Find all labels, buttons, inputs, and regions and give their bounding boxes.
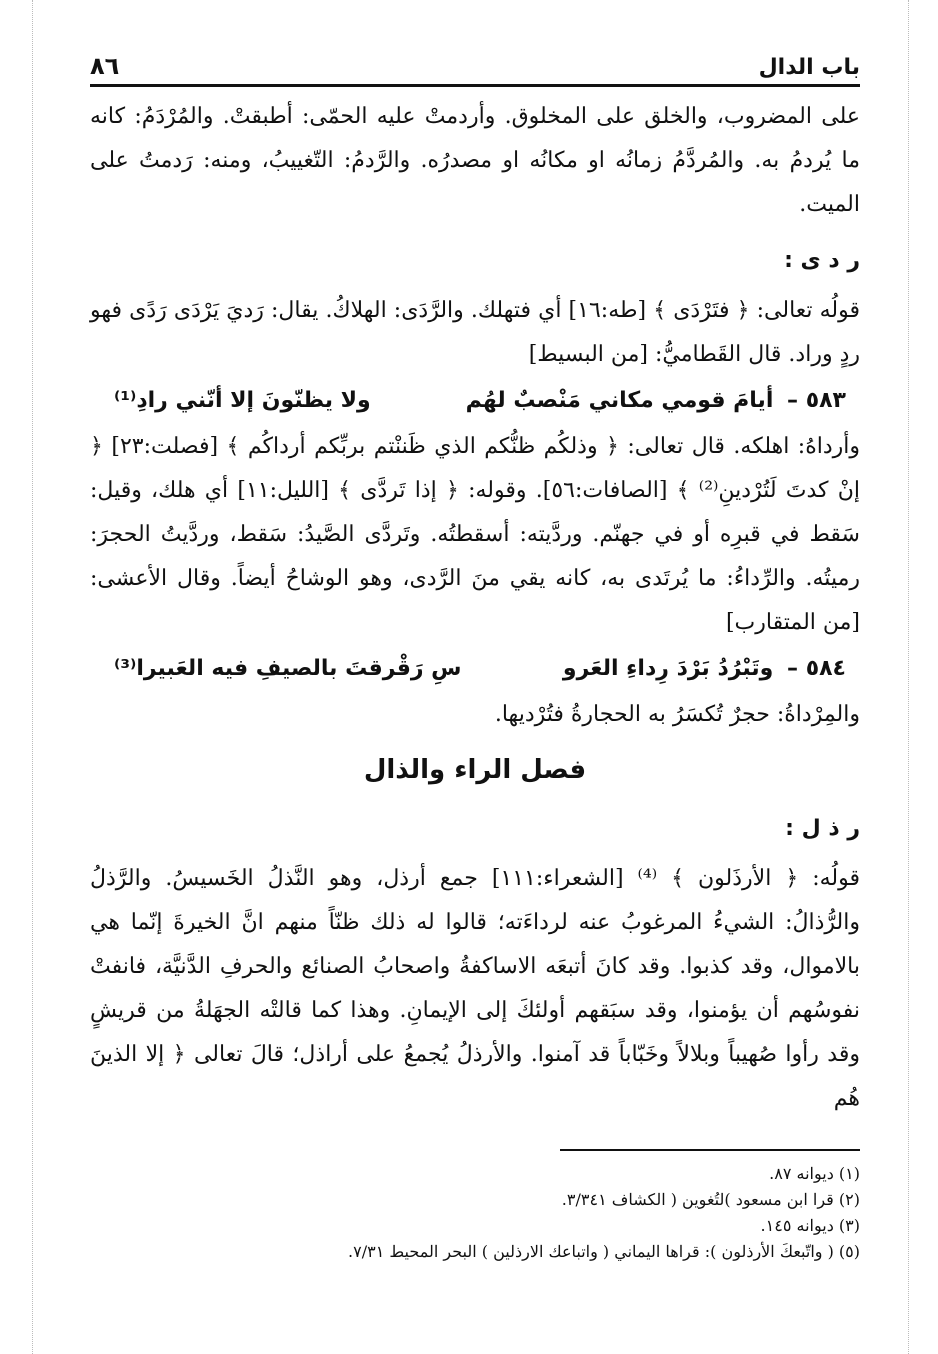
footnotes [90, 1161, 860, 1265]
verse-584 [90, 645, 860, 693]
footnote-5: (٥) ( واتّبعكَ الأرذلون ): قراها اليماني ( واتباعك الارذلين ) البحر المحيط ٧/٣١. [348, 1242, 860, 1261]
root-heading-rdhl: ر ذ ل : [785, 816, 860, 841]
paragraph-4: والمِرْداةُ: حجرٌ تُكسَرُ به الحجارةُ فتُرْديها. [494, 702, 860, 727]
section-title: فصل الراء والذال [363, 755, 587, 785]
paragraph-2: قولُه تعالى: ﴿ فتَرْدَى ﴾ [طه:١٦] أي فتهلك. والرَّدَى: الهلاكُ. يقال: رَديَ يَرْدَى رَدًى فهو ردٍ وراد. قال القَطاميُّ: [من البسيط] [90, 298, 860, 367]
verse-583 [90, 377, 860, 425]
verse-583-number: ٥٨٣ – [787, 388, 846, 413]
root-heading-rdy: ر د ى : [784, 248, 860, 273]
footnote-3: (٣) ديوانه ١٤٥. [760, 1216, 860, 1235]
chapter-title: باب الدال [758, 55, 860, 80]
paragraph-3: وأرداهُ: اهلكه. قال تعالى: ﴿ وذلكُم ظنُّكم الذي ظَننْتم بربِّكم أرداكُم ﴾ [فصلت:٢٣] ﴿ إنْ كدتَ لَتُرْدينِ⁽²⁾ ﴾ [الصافات:٥٦]. وقوله: ﴿ إذا تَردَّى ﴾ [الليل:١١] أي هلك، وقيل: سَقط في قبرِه أو في جهنّم. وردَّيته: أسقطتُه. وتَردَّى الصَّيدُ: سَقط، وردَّيتُ الحجرَ: رميتُه. والرِّداءُ: ما يُرتَدى به، كانه يقي منَ الرَّدى، وهو الوشاحُ أيضاً. وقال الأعشى: [من المتقارب] [90, 434, 861, 635]
verse-584-first-hemistich: ٥٨٤ – وتَبْرُدُ بَرْدَ رِداءِ العَرو [562, 656, 846, 681]
footnote-1: (١) ديوانه ٨٧. [769, 1164, 860, 1183]
verse-583-first-hemistich: ٥٨٣ – أيامَ قومي مكاني مَنْصبٌ لهُم [465, 388, 846, 413]
book-page [90, 40, 860, 1265]
footnote-divider [560, 1149, 860, 1151]
page-number: ٨٦ [90, 52, 120, 80]
verse-584-second-hemistich: سِ رَقْرقتَ بالصيفِ فيه العَبيرا⁽³⁾ [114, 656, 462, 681]
verse-584-number: ٥٨٤ – [787, 656, 846, 681]
verse-583-second-hemistich: ولا يظنّونَ إلا أنّني رادِ⁽¹⁾ [114, 388, 371, 413]
footnote-2: (٢) قرا ابن مسعود )لتُغوين ( الكشاف ٣/٣٤١. [561, 1190, 860, 1209]
left-margin-dotted-line [32, 0, 33, 1354]
right-margin-dotted-line [908, 0, 909, 1354]
running-header [90, 40, 860, 87]
paragraph-5: قولُه: ﴿ الأرذَلون ﴾ ⁽⁴⁾ [الشعراء:١١١] جمع أرذل، وهو النَّذلُ الخَسيسُ. والرَّذلُ والرُّذالُ: الشيءُ المرغوبُ عنه لرداءَته؛ قالوا له ذلك ظنّاً منهم انَّ الخيرةَ إنّما هي بالاموال، وقد كذبوا. وقد كانَ أتبعَه الاساكفةُ واصحابُ الصنائع والحرفِ الدَّنيَّة، فانفتْ نفوسُهم أن يؤمنوا، وقد سبَقهم أولئكَ إلى الإيمانِ. وهذا كما قالتْه الجهَلةُ من قريشٍ وقد رأوا صُهيباً وبلالاً وخَبّاباً قد آمنوا. والأرذلُ يُجمعُ على أراذل؛ قالَ تعالى ﴿ إلا الذينَ هُم [90, 866, 860, 1111]
paragraph-1: على المضروب، والخلق على المخلوق. وأردمتْ عليه الحمّى: أطبقتْ. والمُرْدَمُ: كانه ما يُردمُ به. والمُردَّمُ زمانُه او مكانُه او مصدرُه. والرَّدمُ: التّغييبُ، ومنه: رَدمتُ على الميت. [90, 104, 860, 217]
